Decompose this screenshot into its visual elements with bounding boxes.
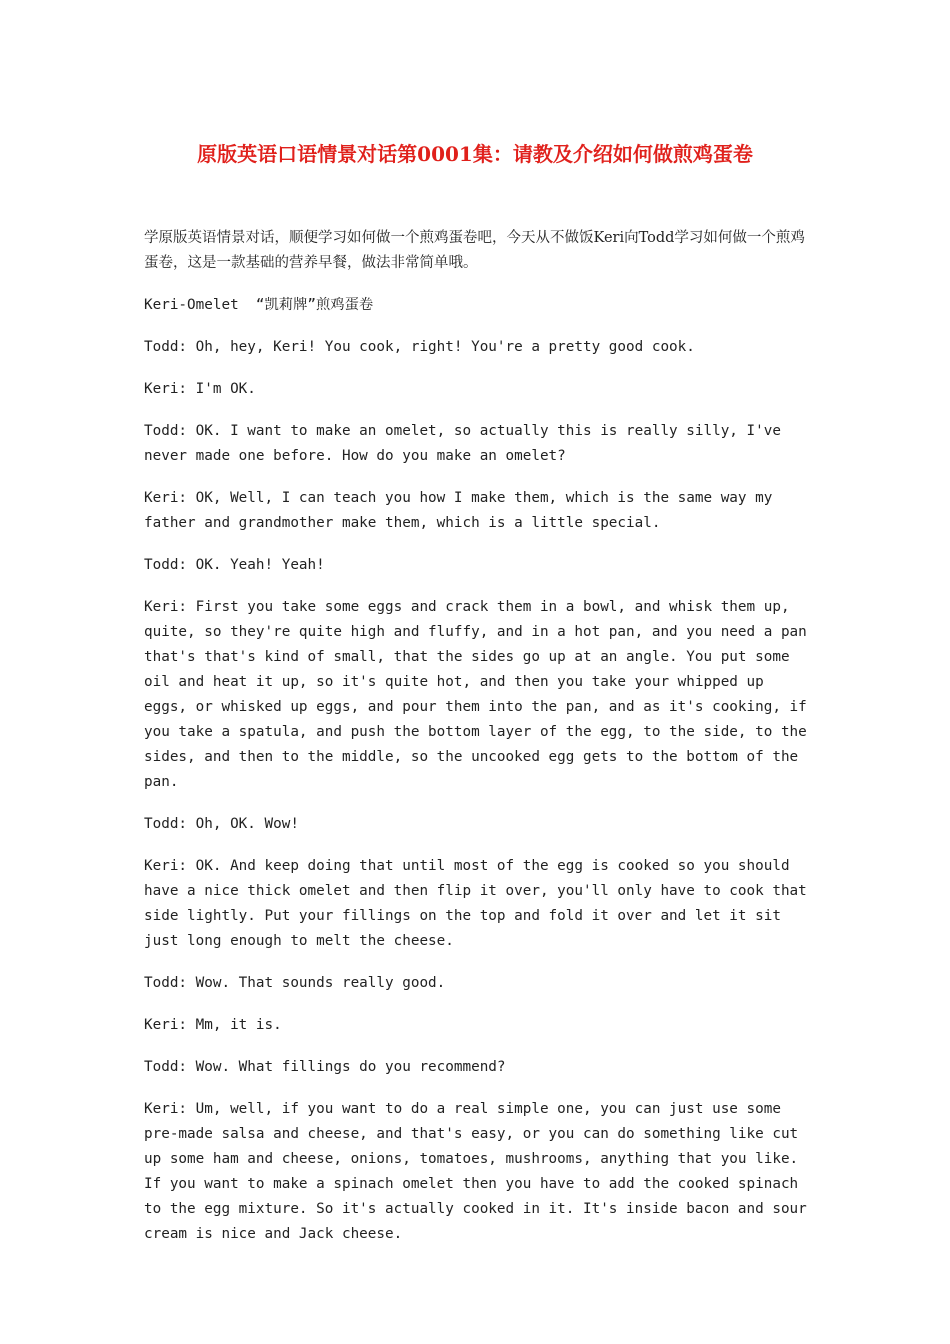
subtitle-paragraph: Keri-Omelet “凯莉牌”煎鸡蛋卷: [144, 297, 374, 313]
dialogue-line: Keri: OK. And keep doing that until most of the egg is cooked so you should have a nice thick omelet and then flip it over, you'll only have to cook that side lightly. Put your fillings on the top and fold it over and let it sit just long enough to melt the cheese.: [144, 858, 816, 949]
dialogue-line: Todd: OK. I want to make an omelet, so actually this is really silly, I've never made one before. How do you make an omelet?: [144, 423, 790, 464]
dialogue-line: Keri: Um, well, if you want to do a real simple one, you can just use some pre-made salsa and cheese, and that's easy, or you can do something like cut up some ham and cheese, onions, tomatoes, mushrooms, anything that you like. If you want to make a spinach omelet then you have to add the cooked spinach to the egg mixture. So it's actually cooked in it. It's inside bacon and sour cream is nice and Jack cheese.: [144, 1101, 816, 1242]
dialogue-line: Todd: Oh, hey, Keri! You cook, right! You're a pretty good cook.: [144, 339, 695, 355]
document-title: 原版英语口语情景对话第0001集：请教及介绍如何做煎鸡蛋卷: [197, 142, 753, 166]
dialogue-line: Keri: First you take some eggs and crack them in a bowl, and whisk them up, quite, so they're quite high and fluffy, and in a hot pan, and you need a pan that's that's kind of small, that the sides go up at an angle. You put some oil and heat it up, so it's quite hot, and then you take your whipped up eggs, or whisked up eggs, and pour them into the pan, and as it's cooking, if you take a spatula, and push the bottom layer of the egg, to the side, to the sides, and then to the middle, so the uncooked egg gets to the bottom of the pan.: [144, 599, 816, 790]
dialogue-line: Keri: I'm OK.: [144, 381, 256, 397]
dialogue-line: Todd: Wow. That sounds really good.: [144, 975, 446, 991]
dialogue-line: Keri: OK, Well, I can teach you how I make them, which is the same way my father and grandmother make them, which is a little special.: [144, 490, 781, 531]
intro-paragraph: 学原版英语情景对话，顺便学习如何做一个煎鸡蛋卷吧，今天从不做饭Keri向Todd学习如何做一个煎鸡蛋卷，这是一款基础的营养早餐，做法非常简单哦。: [144, 230, 805, 271]
document-body: [144, 226, 816, 1264]
dialogue-line: Todd: Oh, OK. Wow!: [144, 816, 299, 832]
dialogue-line: Todd: Wow. What fillings do you recommend?: [144, 1059, 506, 1075]
dialogue-line: Keri: Mm, it is.: [144, 1017, 282, 1033]
dialogue-line: Todd: OK. Yeah! Yeah!: [144, 557, 325, 573]
